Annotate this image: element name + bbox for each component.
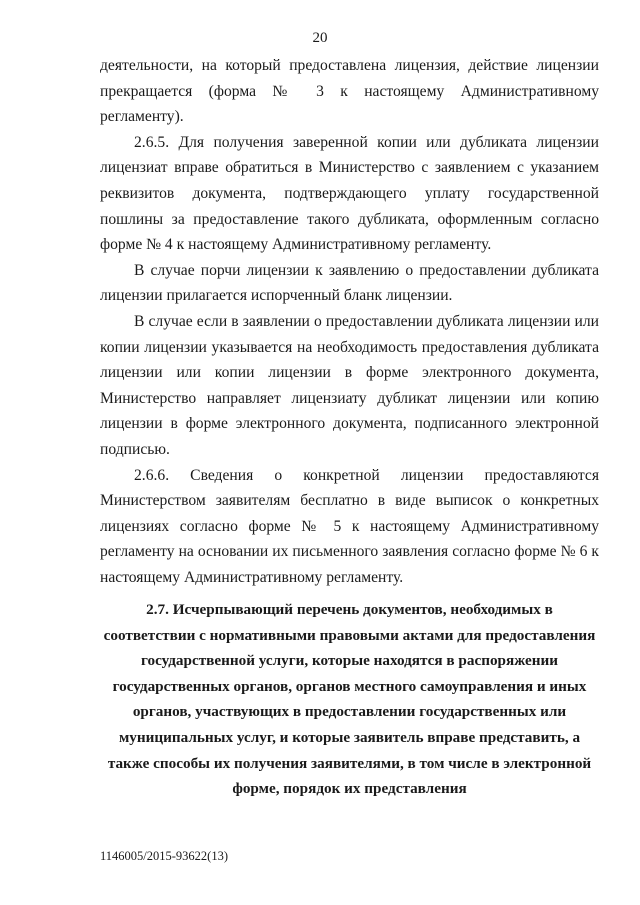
paragraph-license-termination: деятельности, на который предоставлена лицензия, действие лицензии прекращается (форма № 3 к настоящему Административному регламенту).: [100, 57, 599, 126]
paragraph-2-6-6: 2.6.6. Сведения о конкретной лицензии предоставляются Министерством заявителям бесплатно в виде выписок о конкретных лицензиях согласно форме № 5 к настоящему Административному регламенту на основании их письменного заявления согласно форме № 6 к настоящему Административному регламенту.: [100, 466, 599, 586]
section-heading-2-7: 2.7. Исчерпывающий перечень документов, необходимых в соответствии с нормативными правовыми актами для предоставления государственной услуги, которые находятся в распоряжении государственных органов, органов местного самоуправления и иных органов, участвующих в предоставлении государственных или муниципальных услуг, и которые заявитель вправе представить, а также способы их получения заявителями, в том числе в электронной форме, порядок их представления: [103, 601, 596, 798]
paragraph-2-6-5: 2.6.5. Для получения заверенной копии или дубликата лицензии лицензиат вправе обратиться в Министерство с заявлением с указанием реквизитов документа, подтверждающего уплату государственной пошлины за предоставление такого дубликата, оформленным согласно форме № 4 к настоящему Административному регламенту.: [100, 133, 599, 254]
paragraph-damaged-license: В случае порчи лицензии к заявлению о предоставлении дубликата лицензии прилагается испорченный бланк лицензии.: [100, 261, 599, 305]
body-text: [100, 53, 599, 590]
page-number: 20: [312, 30, 328, 46]
paragraph-electronic-duplicate: В случае если в заявлении о предоставлении дубликата лицензии или копии лицензии указывается на необходимость предоставления дубликата лицензии или копии лицензии в форме электронного документа, Министерство направляет лицензиату дубликат лицензии или копию лицензии в форме электронного документа, подписанного электронной подписью.: [100, 312, 599, 458]
document-code: 1146005/2015-93622(13): [100, 849, 228, 863]
